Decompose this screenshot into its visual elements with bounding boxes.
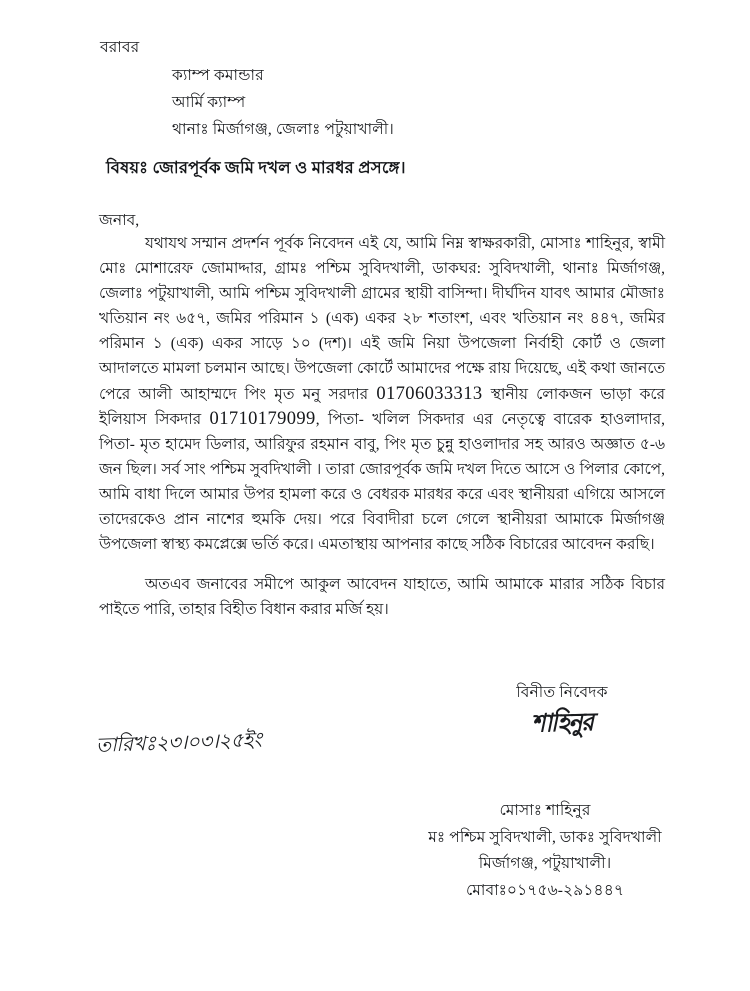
recipient-heading: বরাবর [100, 39, 140, 56]
body-text-part-2: স্থানীয় লোকজন ভাড়া করে ইলিয়াস সিকদার [99, 385, 666, 428]
closing-block [99, 572, 665, 622]
body-text-part-1: যথাযথ সম্মান প্রদর্শন পূর্বক নিবেদন এই যে, আমি নিম্ন স্বাক্ষরকারী, মোসাঃ শাহিনুর, স্বামী মোঃ মোশারেফ জোমাদ্দার, গ্রামঃ পশ্চিম সুবিদখালী, ডাকঘর: সুবিদখালী, থানাঃ মির্জাগঞ্জ, জেলাঃ পটুয়াখালী, আমি পশ্চিম সুবিদখালী গ্রামের স্থায়ী বাসিন্দা। দীর্ঘদিন যাবৎ আমার মৌজাঃ খতিয়ান নং ৬৫৭, জমির পরিমান ১ (এক) একর ২৮ শতাংশ, এবং খতিয়ান নং ৪৪৭, জমির পরিমান ১ (এক) একর সাড়ে ১০ (দশ)। এই জমি নিয়া উপজেলা নির্বাহী কোর্ট ও জেলা আদালতে মামলা চলমান আছে। উপজেলা কোর্টে আমাদের পক্ষে রায় দিয়েছে, এই কথা জানতে পেরে আলী আহাম্মদে পিং মৃত মনু সরদার [99, 235, 665, 403]
recipient-line-office: আর্মি ক্যাম্প [172, 94, 246, 111]
sender-district-line: মির্জাগঞ্জ, পটুয়াখালী। [478, 855, 612, 872]
signoff-label: বিনীত নিবেদক [516, 684, 608, 701]
signoff-block [452, 680, 672, 738]
subject-line: বিষয়ঃ জোরপূর্বক জমি দখল ও মারধর প্রসঙ্গে। [106, 158, 406, 177]
sender-address-block [400, 798, 690, 904]
salutation: জনাব, [99, 212, 140, 229]
body-paragraph [99, 231, 665, 557]
sender-name: মোসাঃ শাহিনুর [499, 802, 591, 819]
body-block [99, 231, 665, 557]
recipient-address-lines [172, 62, 660, 143]
phone-number-primary: 01706033313 [376, 383, 483, 404]
sender-mobile: মোবাঃ০১৭৫৬-২৯১৪৪৭ [465, 881, 625, 899]
closing-paragraph: অতএব জনাবের সমীপে আকুল আবেদন যাহাতে, আমি আমাকে মারার সঠিক বিচার পাইতে পারি, তাহার বিহীত বিধান করার মর্জি হয়। [99, 576, 665, 619]
sender-address-line: মঃ পশ্চিম সুবিদখালী, ডাকঃ সুবিদখালী [428, 828, 662, 846]
recipient-line-designation: ক্যাম্প কমান্ডার [172, 67, 264, 84]
recipient-line-location: থানাঃ মির্জাগঞ্জ, জেলাঃ পটুয়াখালী। [172, 121, 394, 138]
handwritten-signature: শাহিনুর [531, 707, 593, 738]
phone-number-secondary: 01710179099 [209, 408, 316, 429]
recipient-block [100, 34, 660, 143]
date-block [96, 728, 261, 761]
handwritten-date: তারিখঃ২৩।০৩।২৫ইং [95, 727, 262, 757]
body-text-part-3: , পিতা- খলিল সিকদার এর নেতৃত্বে বারেক হাওলাদার, পিতা- মৃত হামেদ ডিলার, আরিফুর রহমান বাবু, পিং মৃত চুন্নু হাওলাদার সহ আরও অজ্ঞাত ৫-৬ জন ছিল। সর্ব সাং পশ্চিম সুবদিখালী । তারা জোরপূর্বক জমি দখল দিতে আসে ও পিলার কোপে, আমি বাধা দিলে আমার উপর হামলা করে ও বেধরক মারধর করে এবং স্থানীয়রা এগিয়ে আসলে তাদেরকেও প্রান নাশের হুমকি দেয়। পরে বিবাদীরা চলে গেলে স্থানীয়রা আমাকে মির্জাগঞ্জ উপজেলা স্বাস্থ্য কমপ্লেক্সে ভর্তি করে। এমতাস্থায় আপনার কাছে সঠিক বিচারের আবেদন করছি। [99, 410, 665, 554]
